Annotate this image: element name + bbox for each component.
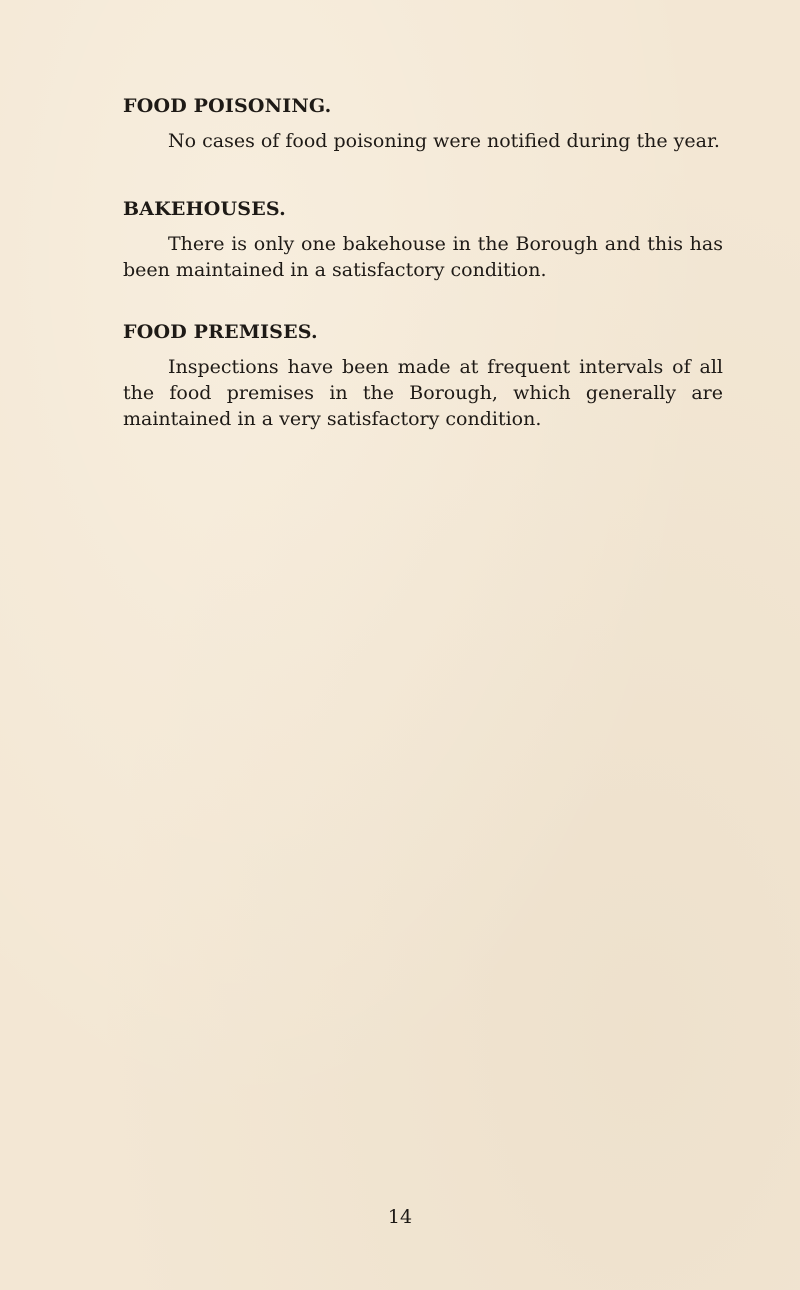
section-paragraph: Inspections have been made at frequent intervals of all the food premises in the Borough, which generally are maintained in a very satisfactory condition. [123, 356, 723, 430]
section-heading: BAKEHOUSES. [123, 198, 286, 220]
section-heading: FOOD PREMISES. [123, 321, 318, 343]
section-paragraph: There is only one bakehouse in the Borough and this has been maintained in a satisfactory condition. [123, 233, 723, 281]
page-number: 14 [387, 1206, 413, 1228]
section-bakehouses [123, 197, 723, 283]
section-food-premises [123, 320, 723, 432]
section-heading: FOOD POISONING. [123, 95, 332, 117]
section-food-poisoning [123, 94, 723, 154]
section-paragraph: No cases of food poisoning were notified during the year. [168, 130, 720, 152]
